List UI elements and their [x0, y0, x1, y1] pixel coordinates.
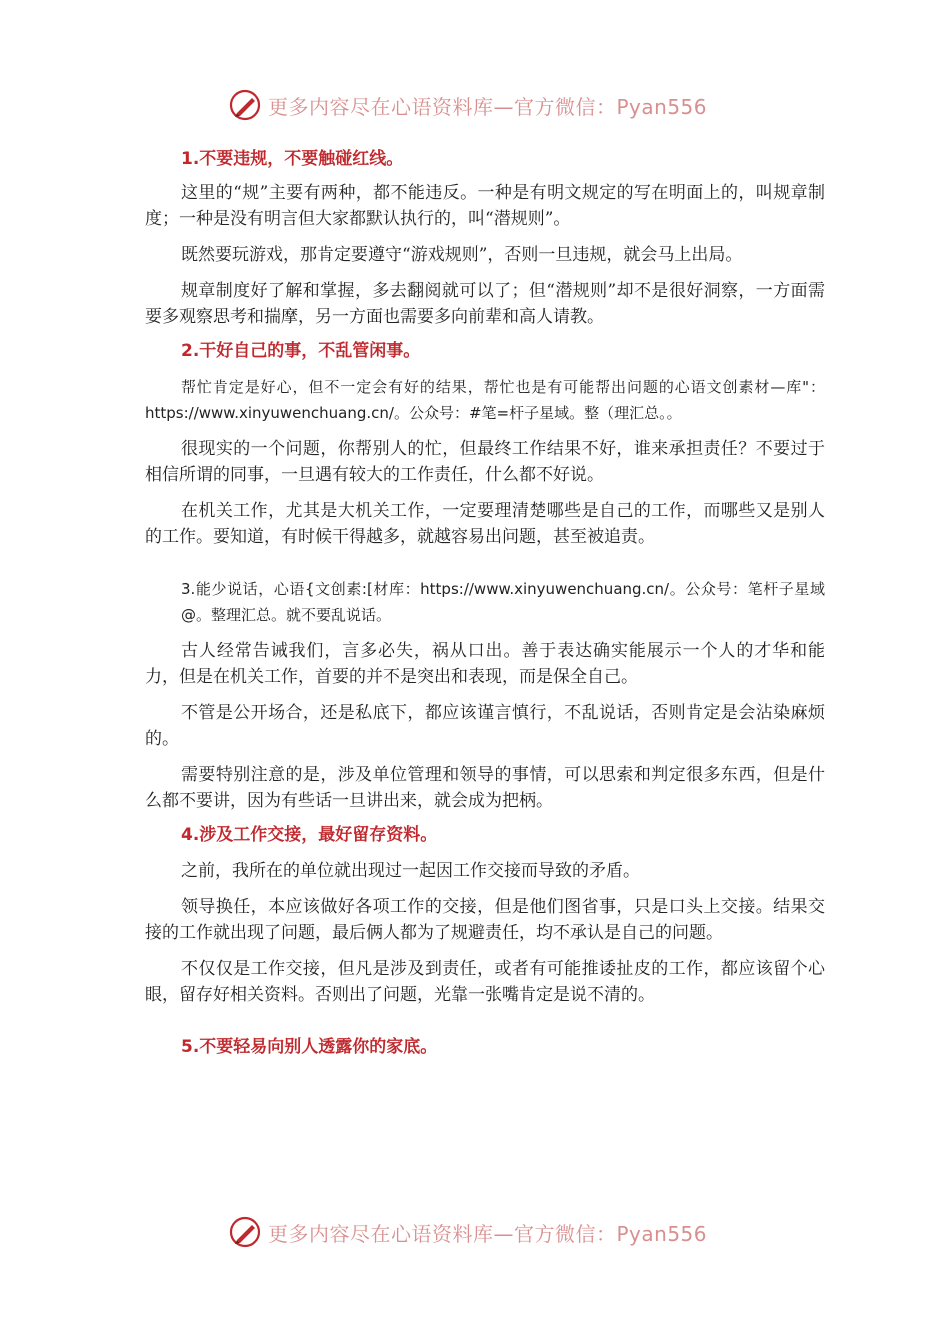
footer-banner-text: 更多内容尽在心语资料库—官方微信：Pyan556	[268, 1221, 708, 1246]
paragraph: 很现实的一个问题，你帮别人的忙，但最终工作结果不好，谁来承担责任？不要过于相信所谓的同事，一旦遇有较大的工作责任，什么都不好说。	[145, 439, 825, 485]
paragraph: 规章制度好了解和掌握，多去翻阅就可以了；但“潜规则”却不是很好洞察，一方面需要多观察思考和揣摩，另一方面也需要多向前辈和高人请教。	[145, 281, 825, 327]
paragraph: 古人经常告诫我们，言多必失，祸从口出。善于表达确实能展示一个人的才华和能力，但是在机关工作，首要的并不是突出和表现，而是保全自己。	[145, 641, 825, 687]
paragraph: 之前，我所在的单位就出现过一起因工作交接而导致的矛盾。	[181, 861, 640, 881]
section-heading-2: 2.干好自己的事，不乱管闲事。	[181, 341, 421, 361]
section-heading-4: 4.涉及工作交接，最好留存资料。	[181, 825, 438, 845]
paragraph: 需要特别注意的是，涉及单位管理和领导的事情，可以思索和判定很多东西，但是什么都不要讲，因为有些话一旦讲出来，就会成为把柄。	[145, 765, 825, 811]
paragraph: 领导换任，本应该做好各项工作的交接，但是他们图省事，只是口头上交接。结果交接的工作就出现了问题，最后俩人都为了规避责任，均不承认是自己的问题。	[145, 897, 825, 943]
pen-logo-icon	[228, 88, 262, 122]
watermark-note: 帮忙肯定是好心，但不一定会有好的结果，帮忙也是有可能帮出问题的心语文创素材—库"：https://www.xinyuwenchuang.cn/。公众号：#笔=杆子星域。整（理汇总。。	[145, 378, 825, 422]
paragraph: 这里的“规”主要有两种，都不能违反。一种是有明文规定的写在明面上的，叫规章制度；一种是没有明言但大家都默认执行的，叫“潜规则”。	[145, 183, 825, 229]
section-heading-3: 3.能少说话，心语{文创素:[材库：https://www.xinyuwenchuang.cn/。公众号：笔杆子星域@。整理汇总。就不要乱说话。	[181, 580, 825, 624]
header-banner-text: 更多内容尽在心语资料库—官方微信：Pyan556	[268, 94, 708, 119]
header-banner	[228, 85, 748, 125]
section-heading-5: 5.不要轻易向别人透露你的家底。	[181, 1037, 438, 1057]
paragraph: 不仅仅是工作交接，但凡是涉及到责任，或者有可能推诿扯皮的工作，都应该留个心眼，留存好相关资料。否则出了问题，光靠一张嘴肯定是说不清的。	[145, 959, 825, 1005]
document-body	[145, 146, 825, 1060]
paragraph: 既然要玩游戏，那肯定要遵守“游戏规则”，否则一旦违规，就会马上出局。	[181, 245, 743, 265]
paragraph: 不管是公开场合，还是私底下，都应该谨言慎行，不乱说话，否则肯定是会沾染麻烦的。	[145, 703, 825, 749]
pen-logo-icon	[228, 1215, 262, 1249]
paragraph: 在机关工作，尤其是大机关工作，一定要理清楚哪些是自己的工作，而哪些又是别人的工作。要知道，有时候干得越多，就越容易出问题，甚至被追责。	[145, 501, 825, 547]
footer-banner	[228, 1212, 748, 1252]
section-heading-1: 1.不要违规，不要触碰红线。	[181, 149, 404, 169]
